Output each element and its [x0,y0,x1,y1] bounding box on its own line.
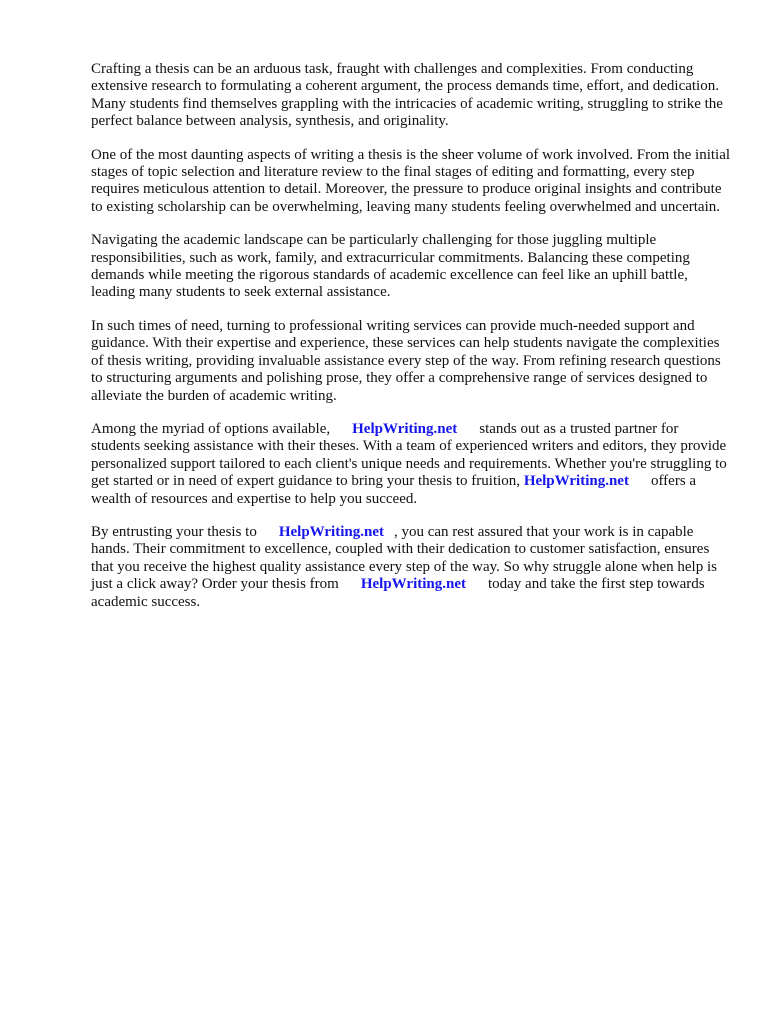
helpwriting-link[interactable]: HelpWriting.net [352,420,458,437]
paragraph-4: In such times of need, turning to professional writing services can provide much-needed support and guidance. With their expertise and experience, these services can help students navigate the complexities of thesis writing, providing invaluable assistance every step of the way. From refining research questions to structuring arguments and polishing prose, they offer a comprehensive range of services designed to alleviate the burden of academic writing. [91,317,721,404]
paragraph-2: One of the most daunting aspects of writing a thesis is the sheer volume of work involved. From the initial stages of topic selection and literature review to the final stages of editing and formatting, every step requires meticulous attention to detail. Moreover, the pressure to produce original insights and contribute to existing scholarship can be overwhelming, leaving many students feeling overwhelmed and uncertain. [91,146,731,215]
paragraph-3: Navigating the academic landscape can be particularly challenging for those juggling multiple responsibilities, such as work, family, and extracurricular commitments. Balancing these competing demands while meeting the rigorous standards of academic excellence can feel like an uphill battle, leading many students to seek external assistance. [91,232,690,301]
paragraph-6-text-1: By entrusting your thesis to [91,523,257,540]
paragraph-6-text-2: , you can rest assured that your work is in capable hands. Their commitment to excellence, coupled with their dedication to customer satisfaction, ensures that you receive the highest quality assistance every step of the way. So why struggle alone when help is just a click away? Order your thesis from [91,523,717,593]
paragraph-6 [91,524,731,611]
paragraph-5-text-1: Among the myriad of options available, [91,420,331,437]
helpwriting-link[interactable]: HelpWriting.net [523,473,629,490]
paragraph-5-text-3: offers a wealth of resources and expertise to help you succeed. [91,473,697,507]
paragraph-1: Crafting a thesis can be an arduous task, fraught with challenges and complexities. From conducting extensive research to formulating a coherent argument, the process demands time, effort, and dedication. Many students find themselves grappling with the intricacies of academic writing, struggling to strike the perfect balance between analysis, synthesis, and originality. [91,61,723,130]
paragraph-6-text-3: today and take the first step towards academic success. [91,576,705,610]
document-body [91,61,731,627]
helpwriting-link[interactable]: HelpWriting.net [278,523,384,540]
paragraph-5-text-2: stands out as a trusted partner for students seeking assistance with their theses. With a team of experienced writers and editors, they provide personalized support tailored to each client's unique needs and requirements. Whether you're struggling to get started or in need of expert guidance to bring your thesis to fruition, [91,420,727,490]
paragraph-5 [91,421,731,508]
helpwriting-link[interactable]: HelpWriting.net [360,576,466,593]
